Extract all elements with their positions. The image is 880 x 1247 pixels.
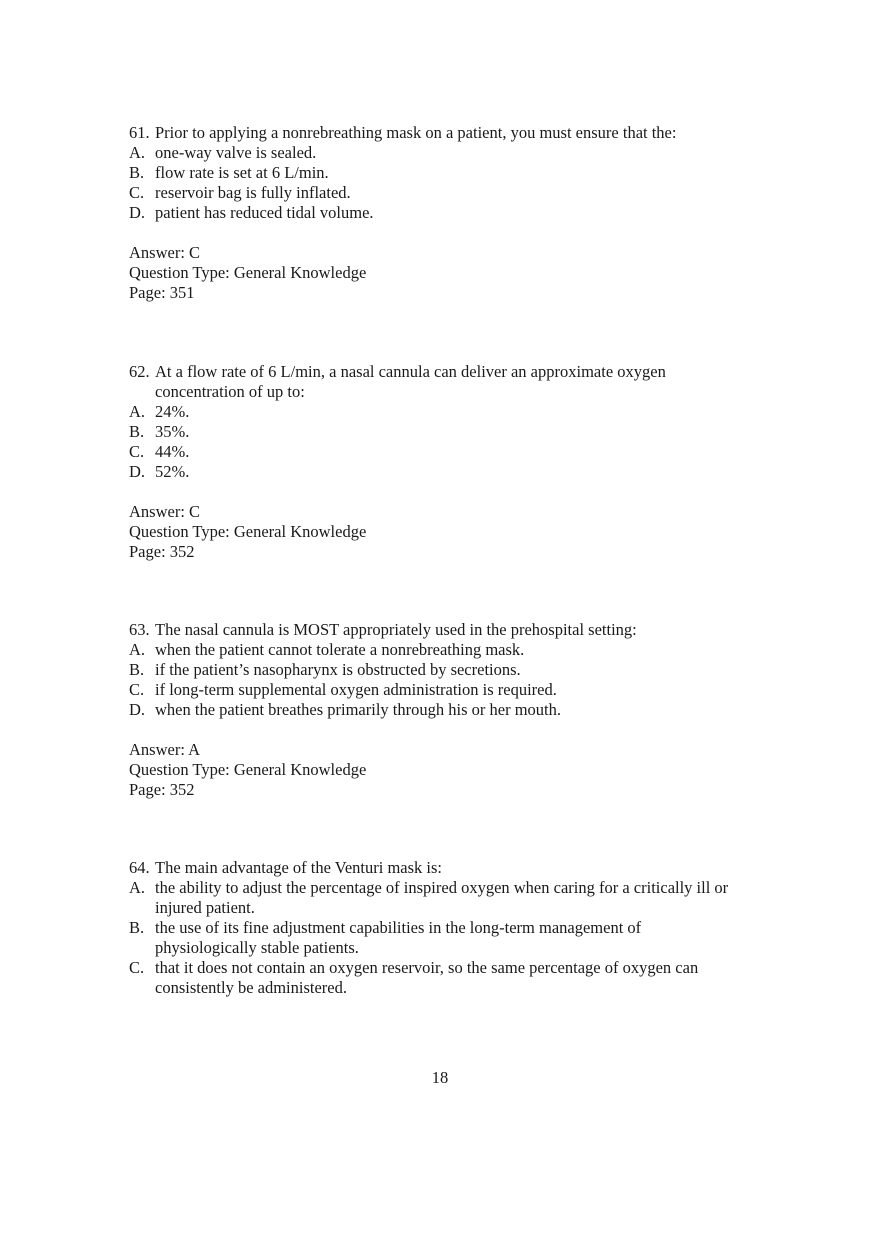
question-62 [129, 362, 769, 562]
question-stem [129, 362, 695, 402]
option-letter: C. [129, 680, 145, 699]
option-b [129, 660, 769, 680]
option-letter: B. [129, 422, 145, 441]
option-letter: A. [129, 402, 146, 421]
option-letter: C. [129, 958, 145, 977]
question-63 [129, 620, 769, 800]
option-text: flow rate is set at 6 L/min. [155, 163, 329, 182]
option-text: the ability to adjust the percentage of inspired oxygen when caring for a critically ill or injured patient. [155, 878, 729, 917]
option-c [129, 183, 769, 203]
option-letter: B. [129, 918, 145, 937]
answer-text: Answer: C [129, 502, 201, 521]
option-letter: C. [129, 183, 145, 202]
option-d [129, 203, 769, 223]
option-a [129, 402, 769, 422]
question-number: 63. [129, 620, 150, 639]
option-a [129, 640, 769, 660]
option-text: one-way valve is sealed. [155, 143, 317, 162]
option-text: the use of its fine adjustment capabilities in the long-term management of physiologically stable patients. [155, 918, 642, 957]
question-number: 62. [129, 362, 150, 381]
page-reference-text: Page: 351 [129, 283, 195, 302]
answer-text: Answer: C [129, 243, 201, 262]
option-c [129, 680, 769, 700]
question-stem [129, 620, 769, 640]
question-61 [129, 123, 769, 303]
option-text: 52%. [155, 462, 190, 481]
option-letter: D. [129, 462, 146, 481]
option-text: 24%. [155, 402, 190, 421]
option-b [129, 422, 769, 442]
question-stem [129, 858, 769, 878]
option-letter: A. [129, 878, 146, 897]
option-letter: C. [129, 442, 145, 461]
question-number: 64. [129, 858, 150, 877]
page-reference-text: Page: 352 [129, 780, 195, 799]
option-d [129, 700, 769, 720]
question-text: Prior to applying a nonrebreathing mask on a patient, you must ensure that the: [155, 123, 677, 142]
question-meta [129, 243, 769, 303]
question-stem [129, 123, 769, 143]
option-text: if long-term supplemental oxygen administration is required. [155, 680, 557, 699]
option-letter: A. [129, 143, 146, 162]
page-reference-text: Page: 352 [129, 542, 195, 561]
option-text: when the patient cannot tolerate a nonrebreathing mask. [155, 640, 525, 659]
option-text: that it does not contain an oxygen reservoir, so the same percentage of oxygen can consistently be administered. [155, 958, 699, 997]
option-letter: B. [129, 660, 145, 679]
option-b [129, 163, 769, 183]
option-c [129, 958, 730, 998]
option-text: patient has reduced tidal volume. [155, 203, 374, 222]
question-64 [129, 858, 769, 998]
option-letter: A. [129, 640, 146, 659]
option-a [129, 143, 769, 163]
option-text: reservoir bag is fully inflated. [155, 183, 351, 202]
option-letter: B. [129, 163, 145, 182]
answer-text: Answer: A [129, 740, 201, 759]
question-text: At a flow rate of 6 L/min, a nasal cannula can deliver an approximate oxygen concentration of up to: [155, 362, 666, 401]
option-b [129, 918, 675, 958]
option-letter: D. [129, 203, 146, 222]
question-meta [129, 740, 769, 800]
question-type-text: Question Type: General Knowledge [129, 760, 367, 779]
question-meta [129, 502, 769, 562]
option-text: 44%. [155, 442, 190, 461]
option-a [129, 878, 740, 918]
question-number: 61. [129, 123, 150, 142]
page-number: 18 [431, 1068, 449, 1087]
option-letter: D. [129, 700, 146, 719]
option-c [129, 442, 769, 462]
question-text: The main advantage of the Venturi mask is: [155, 858, 442, 877]
question-type-text: Question Type: General Knowledge [129, 263, 367, 282]
option-d [129, 462, 769, 482]
question-text: The nasal cannula is MOST appropriately used in the prehospital setting: [155, 620, 637, 639]
option-text: when the patient breathes primarily through his or her mouth. [155, 700, 561, 719]
question-type-text: Question Type: General Knowledge [129, 522, 367, 541]
option-text: if the patient’s nasopharynx is obstructed by secretions. [155, 660, 521, 679]
option-text: 35%. [155, 422, 190, 441]
